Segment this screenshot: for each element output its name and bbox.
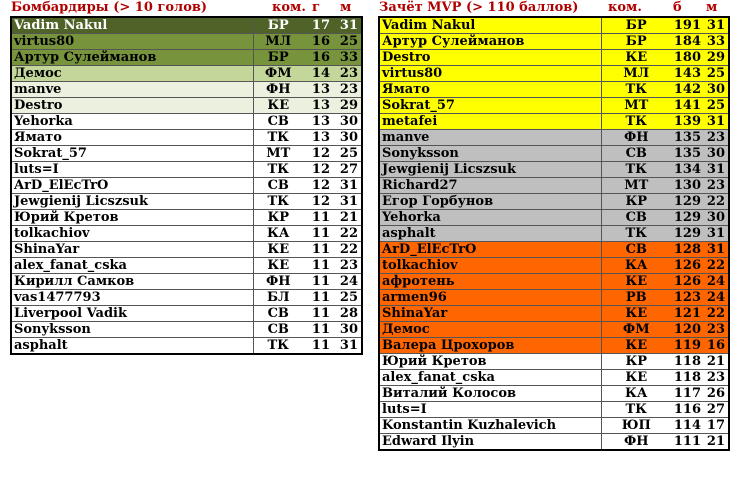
matches-value: 22: [704, 306, 729, 322]
matches-value: 21: [704, 354, 729, 370]
table-row: [11, 290, 362, 306]
table-row: [379, 210, 729, 226]
team-code: МТ: [253, 146, 303, 162]
team-code: СВ: [253, 306, 303, 322]
player-name: armen96: [379, 290, 601, 306]
matches-value: 22: [704, 258, 729, 274]
team-code: КЕ: [601, 338, 671, 354]
matches-value: 22: [704, 194, 729, 210]
matches-value: 31: [704, 17, 729, 34]
matches-value: 31: [704, 242, 729, 258]
table-row: [11, 194, 362, 210]
player-name: Юрий Кретов: [379, 354, 601, 370]
scorers-header: [10, 0, 361, 16]
mvp-points-header: б: [673, 0, 682, 15]
table-row: [11, 162, 362, 178]
matches-value: 17: [704, 418, 729, 434]
player-name: Юрий Кретов: [11, 210, 253, 226]
table-row: [11, 130, 362, 146]
table-row: [379, 258, 729, 274]
team-code: БР: [601, 17, 671, 34]
player-name: ArD_ElEcTrO: [11, 178, 253, 194]
stat-value: 11: [303, 290, 333, 306]
team-code: МТ: [601, 178, 671, 194]
player-name: Sonyksson: [11, 322, 253, 338]
matches-value: 27: [333, 162, 362, 178]
team-code: ТК: [253, 194, 303, 210]
team-code: ТК: [253, 130, 303, 146]
table-row: [11, 226, 362, 242]
table-row: [379, 322, 729, 338]
table-row: [379, 290, 729, 306]
stat-value: 11: [303, 210, 333, 226]
matches-value: 31: [333, 338, 362, 355]
stat-value: 118: [671, 354, 704, 370]
team-code: МЛ: [601, 66, 671, 82]
team-code: БР: [601, 34, 671, 50]
table-row: [379, 66, 729, 82]
stat-value: 121: [671, 306, 704, 322]
matches-value: 24: [704, 290, 729, 306]
stat-value: 11: [303, 242, 333, 258]
table-row: [379, 194, 729, 210]
player-name: Liverpool Vadik: [11, 306, 253, 322]
stat-value: 111: [671, 434, 704, 451]
matches-value: 25: [333, 290, 362, 306]
table-row: [11, 322, 362, 338]
player-name: manve: [11, 82, 253, 98]
mvp-title: Зачёт MVP (> 110 баллов): [379, 0, 579, 15]
team-code: ФН: [253, 274, 303, 290]
player-name: Демос: [11, 66, 253, 82]
stat-value: 16: [303, 50, 333, 66]
matches-value: 21: [704, 434, 729, 451]
table-row: [379, 226, 729, 242]
matches-value: 23: [333, 258, 362, 274]
team-code: КА: [601, 386, 671, 402]
matches-value: 25: [704, 66, 729, 82]
scorers-matches-header: м: [340, 0, 352, 15]
team-code: КЕ: [253, 242, 303, 258]
matches-value: 30: [333, 322, 362, 338]
table-row: [379, 338, 729, 354]
table-row: [379, 50, 729, 66]
table-row: [379, 82, 729, 98]
scorers-title: Бомбардиры (> 10 голов): [11, 0, 208, 15]
team-code: ФН: [601, 130, 671, 146]
team-code: БР: [253, 17, 303, 34]
matches-value: 25: [333, 146, 362, 162]
scorers-goals-header: г: [312, 0, 320, 15]
stat-value: 135: [671, 146, 704, 162]
team-code: КЕ: [601, 50, 671, 66]
player-name: Артур Сулейманов: [379, 34, 601, 50]
matches-value: 33: [704, 34, 729, 50]
team-code: КР: [253, 210, 303, 226]
table-row: [11, 34, 362, 50]
stat-value: 126: [671, 274, 704, 290]
player-name: Sonyksson: [379, 146, 601, 162]
stat-value: 128: [671, 242, 704, 258]
team-code: РВ: [601, 290, 671, 306]
stat-value: 11: [303, 338, 333, 355]
matches-value: 31: [333, 194, 362, 210]
team-code: СВ: [253, 178, 303, 194]
stat-value: 135: [671, 130, 704, 146]
team-code: СВ: [253, 322, 303, 338]
stat-value: 129: [671, 194, 704, 210]
table-row: [11, 306, 362, 322]
stat-value: 126: [671, 258, 704, 274]
stat-value: 120: [671, 322, 704, 338]
team-code: БР: [253, 50, 303, 66]
stat-value: 139: [671, 114, 704, 130]
matches-value: 33: [333, 50, 362, 66]
matches-value: 23: [704, 130, 729, 146]
matches-value: 23: [704, 370, 729, 386]
player-name: Konstantin Kuzhalevich: [379, 418, 601, 434]
stat-value: 130: [671, 178, 704, 194]
matches-value: 22: [333, 242, 362, 258]
player-name: Виталий Колосов: [379, 386, 601, 402]
table-row: [379, 178, 729, 194]
mvp-panel: [378, 0, 730, 451]
stat-value: 16: [303, 34, 333, 50]
table-row: [379, 98, 729, 114]
matches-value: 31: [704, 226, 729, 242]
matches-value: 23: [333, 82, 362, 98]
table-row: [11, 274, 362, 290]
player-name: Ямато: [379, 82, 601, 98]
matches-value: 30: [333, 114, 362, 130]
player-name: Кирилл Самков: [11, 274, 253, 290]
table-row: [11, 242, 362, 258]
player-name: Jewgienij Licszsuk: [11, 194, 253, 210]
player-name: Vadim Nakul: [379, 17, 601, 34]
team-code: СВ: [253, 114, 303, 130]
team-code: КЕ: [601, 274, 671, 290]
team-code: КА: [253, 226, 303, 242]
player-name: virtus80: [11, 34, 253, 50]
player-name: Yehorka: [379, 210, 601, 226]
player-name: alex_fanat_cska: [11, 258, 253, 274]
team-code: ТК: [601, 402, 671, 418]
scorers-panel: [10, 0, 363, 355]
matches-value: 27: [704, 402, 729, 418]
table-row: [379, 130, 729, 146]
team-code: КЕ: [601, 306, 671, 322]
player-name: asphalt: [379, 226, 601, 242]
team-code: СВ: [601, 146, 671, 162]
team-code: КЕ: [601, 370, 671, 386]
team-code: ТК: [253, 338, 303, 355]
stat-value: 11: [303, 274, 333, 290]
stat-value: 180: [671, 50, 704, 66]
matches-value: 30: [704, 146, 729, 162]
team-code: ТК: [601, 114, 671, 130]
mvp-matches-header: м: [706, 0, 718, 15]
player-name: Destro: [379, 50, 601, 66]
player-name: virtus80: [379, 66, 601, 82]
stat-value: 117: [671, 386, 704, 402]
player-name: Sokrat_57: [11, 146, 253, 162]
team-code: ТК: [601, 226, 671, 242]
stat-value: 13: [303, 114, 333, 130]
player-name: Егор Горбунов: [379, 194, 601, 210]
player-name: Vadim Nakul: [11, 17, 253, 34]
team-code: МЛ: [253, 34, 303, 50]
team-code: ТК: [601, 162, 671, 178]
stat-value: 141: [671, 98, 704, 114]
table-row: [379, 306, 729, 322]
matches-value: 25: [704, 98, 729, 114]
stat-value: 114: [671, 418, 704, 434]
player-name: tolkachiov: [11, 226, 253, 242]
team-code: ЮП: [601, 418, 671, 434]
table-row: [379, 386, 729, 402]
table-row: [11, 114, 362, 130]
mvp-team-header: ком.: [608, 0, 642, 15]
team-code: КР: [601, 194, 671, 210]
table-row: [11, 66, 362, 82]
stat-value: 13: [303, 130, 333, 146]
matches-value: 16: [704, 338, 729, 354]
team-code: ФН: [601, 434, 671, 451]
team-code: СВ: [601, 242, 671, 258]
stat-value: 129: [671, 210, 704, 226]
team-code: ТК: [601, 82, 671, 98]
team-code: ФН: [253, 82, 303, 98]
matches-value: 24: [333, 274, 362, 290]
stat-value: 13: [303, 82, 333, 98]
matches-value: 31: [704, 162, 729, 178]
team-code: БЛ: [253, 290, 303, 306]
matches-value: 23: [704, 322, 729, 338]
player-name: Yehorka: [11, 114, 253, 130]
player-name: Демос: [379, 322, 601, 338]
stat-value: 123: [671, 290, 704, 306]
stat-value: 116: [671, 402, 704, 418]
table-row: [379, 17, 729, 34]
matches-value: 31: [333, 17, 362, 34]
matches-value: 25: [333, 34, 362, 50]
player-name: alex_fanat_cska: [379, 370, 601, 386]
stat-value: 191: [671, 17, 704, 34]
matches-value: 23: [704, 178, 729, 194]
stat-value: 119: [671, 338, 704, 354]
player-name: Richard27: [379, 178, 601, 194]
matches-value: 26: [704, 386, 729, 402]
table-row: [379, 354, 729, 370]
team-code: СВ: [601, 210, 671, 226]
stat-value: 118: [671, 370, 704, 386]
matches-value: 31: [333, 178, 362, 194]
table-row: [11, 258, 362, 274]
table-row: [379, 370, 729, 386]
matches-value: 29: [704, 50, 729, 66]
team-code: КЕ: [253, 258, 303, 274]
player-name: Валера Црохоров: [379, 338, 601, 354]
table-row: [379, 34, 729, 50]
player-name: афротень: [379, 274, 601, 290]
table-row: [11, 178, 362, 194]
stat-value: 142: [671, 82, 704, 98]
stat-value: 11: [303, 258, 333, 274]
matches-value: 30: [704, 82, 729, 98]
stat-value: 11: [303, 306, 333, 322]
team-code: ФМ: [253, 66, 303, 82]
matches-value: 22: [333, 226, 362, 242]
stat-value: 12: [303, 178, 333, 194]
player-name: Jewgienij Licszsuk: [379, 162, 601, 178]
table-row: [11, 146, 362, 162]
team-code: КЕ: [253, 98, 303, 114]
table-row: [11, 17, 362, 34]
player-name: ShinaYar: [11, 242, 253, 258]
stat-value: 12: [303, 162, 333, 178]
table-row: [379, 162, 729, 178]
matches-value: 29: [333, 98, 362, 114]
matches-value: 30: [333, 130, 362, 146]
player-name: Edward Ilyin: [379, 434, 601, 451]
player-name: asphalt: [11, 338, 253, 355]
stat-value: 11: [303, 322, 333, 338]
table-row: [379, 418, 729, 434]
table-row: [379, 146, 729, 162]
table-row: [11, 50, 362, 66]
table-row: [379, 242, 729, 258]
player-name: vas1477793: [11, 290, 253, 306]
table-row: [11, 338, 362, 355]
scorers-team-header: ком.: [272, 0, 306, 15]
player-name: Ямато: [11, 130, 253, 146]
player-name: tolkachiov: [379, 258, 601, 274]
team-code: ТК: [253, 162, 303, 178]
matches-value: 31: [704, 114, 729, 130]
team-code: ФМ: [601, 322, 671, 338]
matches-value: 23: [333, 66, 362, 82]
stat-value: 184: [671, 34, 704, 50]
table-row: [11, 210, 362, 226]
player-name: ShinaYar: [379, 306, 601, 322]
stat-value: 134: [671, 162, 704, 178]
table-row: [11, 82, 362, 98]
team-code: МТ: [601, 98, 671, 114]
matches-value: 28: [333, 306, 362, 322]
player-name: luts=I: [11, 162, 253, 178]
stat-value: 14: [303, 66, 333, 82]
stat-value: 13: [303, 98, 333, 114]
mvp-table: [378, 16, 730, 451]
player-name: Артур Сулейманов: [11, 50, 253, 66]
team-code: КР: [601, 354, 671, 370]
matches-value: 21: [333, 210, 362, 226]
player-name: Destro: [11, 98, 253, 114]
table-row: [379, 274, 729, 290]
table-row: [11, 98, 362, 114]
player-name: Sokrat_57: [379, 98, 601, 114]
matches-value: 24: [704, 274, 729, 290]
scorers-table: [10, 16, 363, 355]
mvp-header: [378, 0, 728, 16]
stat-value: 11: [303, 226, 333, 242]
stat-value: 12: [303, 146, 333, 162]
stat-value: 143: [671, 66, 704, 82]
table-row: [379, 402, 729, 418]
player-name: ArD_ElEcTrO: [379, 242, 601, 258]
stat-value: 17: [303, 17, 333, 34]
player-name: luts=I: [379, 402, 601, 418]
player-name: metafei: [379, 114, 601, 130]
stat-value: 12: [303, 194, 333, 210]
table-row: [379, 114, 729, 130]
team-code: КА: [601, 258, 671, 274]
stat-value: 129: [671, 226, 704, 242]
table-row: [379, 434, 729, 451]
player-name: manve: [379, 130, 601, 146]
matches-value: 30: [704, 210, 729, 226]
